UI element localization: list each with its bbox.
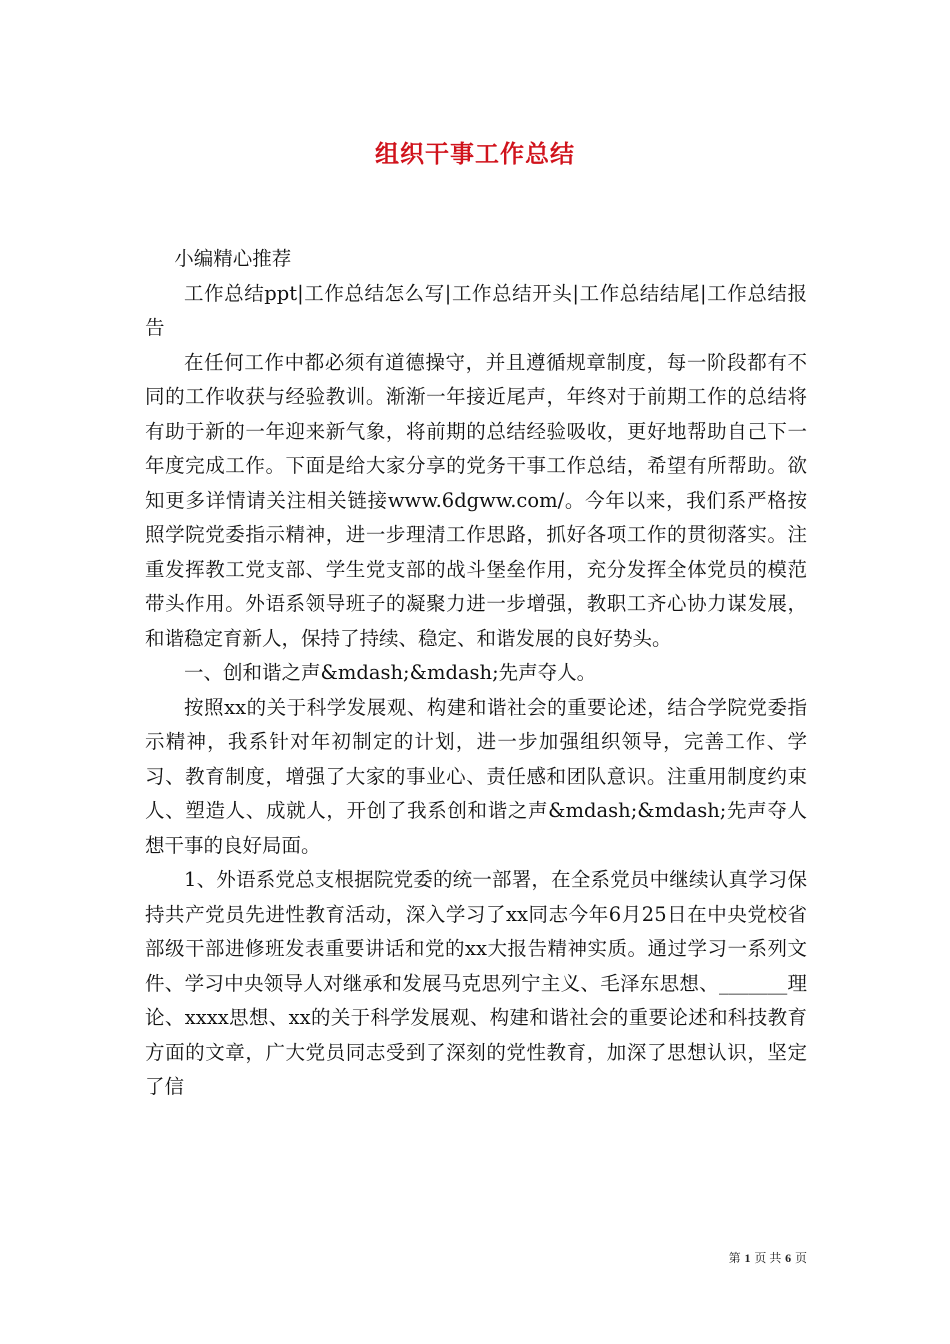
page-footer (729, 1249, 807, 1266)
related-links: 工作总结ppt|工作总结怎么写|工作总结开头|工作总结结尾|工作总结报告 (145, 281, 807, 339)
recommend-label: 小编精心推荐 (174, 247, 292, 270)
body-paragraph-item-1: 1、外语系党总支根据院党委的统一部署，在全系党员中继续认真学习保持共产党员先进性教育活动，深入学习了xx同志今年6月25日在中央党校省部级干部进修班发表重要讲话和党的xx大报告精神实质。通过学习一系列文件、学习中央领导人对继承和发展马克思列宁主义、毛泽东思想、_______理论、xxxx思想、xx的关于科学发展观、构建和谐社会的重要论述和科技教育方面的文章，广大党员同志受到了深刻的党性教育，加深了思想认识，坚定了信 (145, 868, 807, 1098)
footer-suffix: 页 (794, 1251, 807, 1265)
body-paragraph-intro: 在任何工作中都必须有道德操守，并且遵循规章制度，每一阶段都有不同的工作收获与经验教训。渐渐一年接近尾声，年终对于前期工作的总结将有助于新的一年迎来新气象，将前期的总结经验吸收，更好地帮助自己下一年度完成工作。下面是给大家分享的党务干事工作总结，希望有所帮助。欲知更多详情请关注相关链接www.6dgww.com/。今年以来，我们系严格按照学院党委指示精神，进一步理清工作思路，抓好各项工作的贯彻落实。注重发挥教工党支部、学生党支部的战斗堡垒作用，充分发挥全体党员的模范带头作用。外语系领导班子的凝聚力进一步增强，教职工齐心协力谋发展，和谐稳定育新人，保持了持续、稳定、和谐发展的良好势头。 (145, 350, 807, 650)
section-heading-1: 一、创和谐之声&mdash;&mdash;先声夺人。 (184, 661, 597, 684)
footer-prefix: 第 (728, 1251, 741, 1265)
document-body (145, 242, 807, 1105)
footer-middle: 页 共 (754, 1251, 782, 1265)
footer-page-number: 1 (744, 1251, 751, 1265)
body-paragraph-section-1: 按照xx的关于科学发展观、构建和谐社会的重要论述，结合学院党委指示精神，我系针对年初制定的计划，进一步加强组织领导，完善工作、学习、教育制度，增强了大家的事业心、责任感和团队意识。注重用制度约束人、塑造人、成就人，开创了我系创和谐之声&mdash;&mdash;先声夺人想干事的良好局面。 (145, 695, 807, 857)
document-title: 组织干事工作总结 (375, 139, 575, 168)
footer-total-pages: 6 (785, 1251, 792, 1265)
